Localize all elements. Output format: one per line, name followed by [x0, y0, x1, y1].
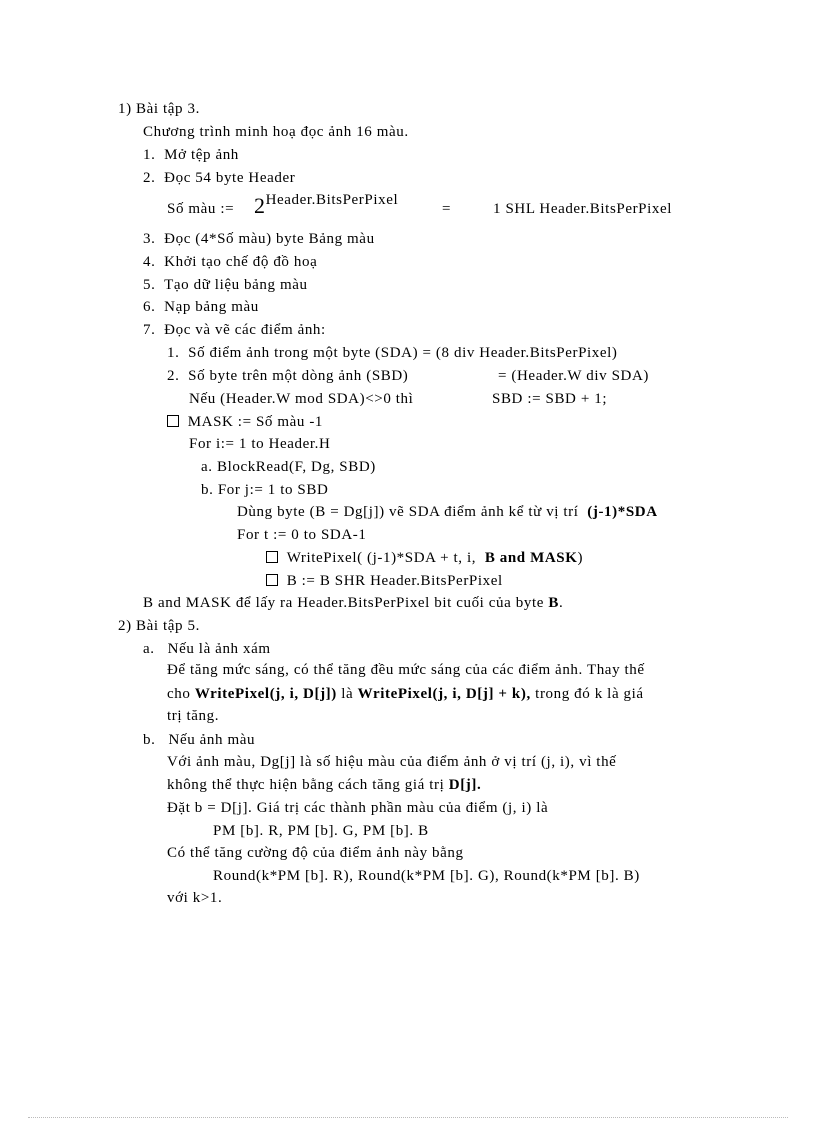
step-1	[143, 145, 239, 165]
writepixel-text: WritePixel( (j-1)*SDA + t, i,	[286, 550, 477, 566]
item-a	[201, 457, 376, 477]
step-text: Khởi tạo chế độ đồ hoạ	[164, 254, 318, 270]
case-a-p2	[167, 684, 644, 704]
writepixel-line	[266, 548, 583, 568]
case-a-p2-post: trong đó k là giá	[535, 686, 644, 702]
writepixel-end: )	[577, 550, 584, 566]
section-1-intro: Chương trình minh hoạ đọc ảnh 16 màu.	[143, 124, 409, 140]
step-text: Tạo dữ liệu bảng màu	[164, 277, 308, 293]
bullet-icon	[266, 574, 278, 586]
case-b-p2	[167, 775, 481, 795]
substep-text: Số byte trên một dòng ảnh (SBD)	[188, 368, 409, 384]
step-number: 1.	[143, 147, 156, 163]
case-b-p1: Với ảnh màu, Dg[j] là số hiệu màu của điểm ảnh ở vị trí (j, i), vì thế	[167, 754, 617, 770]
bullet-icon	[167, 415, 179, 427]
step-number: 7.	[143, 322, 156, 338]
item-letter: a.	[201, 459, 213, 475]
formula-rhs: 1 SHL Header.BitsPerPixel	[493, 201, 673, 217]
step-number: 3.	[143, 231, 156, 247]
formula-lhs: Số màu :=	[167, 201, 235, 217]
formula-power	[254, 193, 398, 222]
case-a-p3: trị tăng.	[167, 708, 220, 724]
step-5	[143, 275, 308, 295]
item-letter: b.	[201, 482, 214, 498]
substep-number: 1.	[167, 345, 180, 361]
item-text: BlockRead(F, Dg, SBD)	[216, 459, 376, 475]
step-text: Đọc 54 byte Header	[164, 170, 296, 186]
case-title-text: Nếu ảnh màu	[168, 732, 256, 748]
step-number: 5.	[143, 277, 156, 293]
formula-exponent: Header.BitsPerPixel	[265, 192, 399, 208]
case-b-p5: Có thể tăng cường độ của điểm ảnh này bằng	[167, 845, 464, 861]
if-action: SBD := SBD + 1;	[492, 391, 608, 407]
case-b-p6: Round(k*PM [b]. R), Round(k*PM [b]. G), Round(k*PM [b]. B)	[213, 868, 640, 884]
mask-line	[167, 412, 323, 432]
case-a-p2-bold-1: WritePixel(j, i, D[j])	[194, 686, 337, 702]
note-line	[143, 593, 563, 613]
step-2	[143, 168, 295, 188]
case-b-p4: PM [b]. R, PM [b]. G, PM [b]. B	[213, 823, 429, 839]
case-a-title	[143, 639, 271, 659]
section-1-heading: 1) Bài tập 3.	[118, 101, 200, 117]
case-a-p1: Để tăng mức sáng, có thể tăng đều mức sáng của các điểm ảnh. Thay thế	[167, 662, 645, 678]
step-6	[143, 297, 259, 317]
case-letter: b.	[143, 732, 156, 748]
substep-number: 2.	[167, 368, 180, 384]
step-number: 2.	[143, 170, 156, 186]
substep-1	[167, 343, 618, 363]
bullet-icon	[266, 551, 278, 563]
for-t-line: For t := 0 to SDA-1	[237, 527, 367, 543]
step-text: Đọc và vẽ các điểm ảnh:	[164, 322, 326, 338]
step-text: Đọc (4*Số màu) byte Bảng màu	[164, 231, 375, 247]
step-text: Mở tệp ảnh	[164, 147, 239, 163]
case-letter: a.	[143, 641, 155, 657]
substep-2	[167, 366, 408, 386]
writepixel-bold: B and MASK	[484, 550, 578, 566]
step-text: Nạp bảng màu	[164, 299, 259, 315]
mask-text: MASK := Số màu -1	[187, 414, 324, 430]
note-text: B and MASK để lấy ra Header.BitsPerPixel bit cuối của byte	[143, 595, 544, 611]
step-3	[143, 229, 375, 249]
use-byte-line	[237, 502, 658, 522]
case-a-p2-mid: là	[341, 686, 354, 702]
case-a-p2-bold-2: WritePixel(j, i, D[j] + k),	[357, 686, 531, 702]
step-4	[143, 252, 317, 272]
if-condition: Nếu (Header.W mod SDA)<>0 thì	[189, 391, 414, 407]
use-byte-text: Dùng byte (B = Dg[j]) vẽ SDA điểm ảnh kể từ vị trí	[237, 504, 579, 520]
case-b-p2-text: không thể thực hiện bằng cách tăng giá trị	[167, 777, 445, 793]
case-b-p2-bold: D[j].	[448, 777, 482, 793]
for-i-line: For i:= 1 to Header.H	[189, 436, 331, 452]
shr-text: B := B SHR Header.BitsPerPixel	[286, 573, 503, 589]
step-number: 4.	[143, 254, 156, 270]
step-7	[143, 320, 326, 340]
case-a-p2-pre: cho	[167, 686, 191, 702]
case-b-p3: Đặt b = D[j]. Giá trị các thành phần màu của điểm (j, i) là	[167, 800, 549, 816]
item-b	[201, 480, 328, 500]
case-b-p7: với k>1.	[167, 890, 223, 906]
shr-line	[266, 571, 503, 591]
case-b-title	[143, 730, 255, 750]
item-text: For j:= 1 to SBD	[217, 482, 329, 498]
note-end: .	[558, 595, 564, 611]
section-2-heading: 2) Bài tập 5.	[118, 618, 200, 634]
substep-text: Số điểm ảnh trong một byte (SDA) = (8 div Header.BitsPerPixel)	[188, 345, 618, 361]
formula-equals: =	[442, 201, 452, 217]
formula-base: 2	[254, 193, 266, 218]
note-bold: B	[548, 595, 559, 611]
step-number: 6.	[143, 299, 156, 315]
page-bottom-rule	[28, 1117, 788, 1118]
use-byte-bold: (j-1)*SDA	[587, 504, 658, 520]
case-title-text: Nếu là ảnh xám	[167, 641, 271, 657]
substep-2-rhs: = (Header.W div SDA)	[498, 368, 649, 384]
